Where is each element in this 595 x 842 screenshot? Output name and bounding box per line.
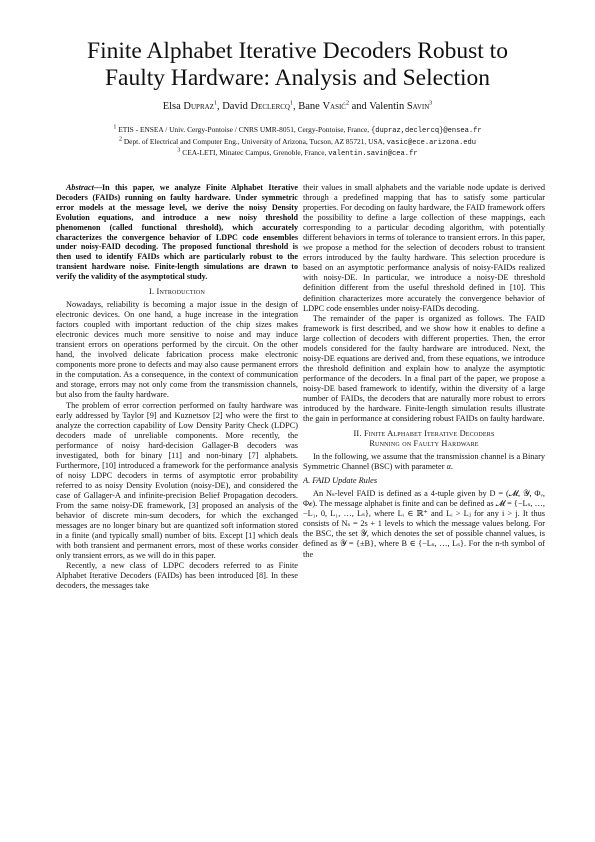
intro-paragraph-3: Recently, a new class of LDPC decoders referred to as Finite Alphabet Iterative Decoders (FAIDs) has been introduced [8]. In these decoders, the messages take — [56, 561, 298, 591]
intro-paragraph-4: The remainder of the paper is organized as follows. The FAID framework is first described, and we show how it enables to define a large collection of decoders with different properties. Then, the error models considered for the faulty hardware are introduced. Next, the noisy-DE equations are derived and, from these equations, we introduce the threshold definition and explain how to analyze the asymptotic performance of the decoders. In a final part of the paper, we propose a noisy-DE based framework to identify, within the diversity of a large number of FAIDs, the decoders that are naturally more robust to errors introduced by the hardware. Finite-length simulation results illustrate the gain in performance at considering robust FAIDs on faulty hardware. — [303, 313, 545, 424]
subsec-a-paragraph-1: An Nₛ-level FAID is defined as a 4-tuple given by D = (𝓜, 𝒴, Φᵥ, Φ𝒸). The message alphabet is finite and can be defined as 𝓜 = {−Lₛ, …, −L₁, 0, L₁, …, Lₛ}, where Lᵢ ∈ ℝ⁺ and Lᵢ > Lⱼ for any i > j. It thus consists of Nₛ = 2s + 1 levels to which the message values belong. For the BSC, the set 𝒴, which denotes the set of possible channel values, is defined as 𝒴 = {±B}, where B ∈ {−Lₛ, …, Lₛ}. For the n-th symbol of the — [303, 489, 545, 559]
section-heading-introduction: I. Introduction — [148, 287, 205, 297]
left-column — [56, 183, 298, 591]
affiliation-1: $^1$ ETIS - ENSEA / Univ. Cergy-Pontoise / CNRS UMR-8051, Cergy-Pontoise, France, {dupraz,declercq}@ensea.fr — [113, 124, 482, 135]
paper-title-line-2: Faulty Hardware: Analysis and Selection — [104, 65, 491, 91]
paper-title — [40, 38, 555, 92]
paper-title-line-1: Finite Alphabet Iterative Decoders Robust to — [87, 38, 508, 64]
intro-paragraph-2: The problem of error correction performed on faulty hardware was early addressed by Taylor [9] and Kuznetsov [2] who were the first to analyze the correction capability of Low Density Parity Check (LDPC) decoders made of unreliable components. More recently, the performance of noisy hard-decision Gallager-B decoders was investigated, both for binary [11] and non-binary [7] alphabets. Furthermore, [10] introduced a framework for the performance analysis of noisy LDPC decoders in terms of asymptotic error probability referred to as noisy Density Evolution (noisy-DE), and considered the case of Gallager-A and infinite-precision Belief Propagation decoders. From the same noisy-DE framework, [3] proposed an analysis of the behavior of discrete min-sum decoders, for which the exchanged messages are no longer binary but are quantized soft information stored in a finite (and typically small) number of bits. Except [1] which deals with both transient and permanent errors, most of these works consider only transient errors, as we will do in this paper. — [56, 400, 298, 561]
author-4: Valentin Savin$^3$ — [369, 100, 433, 112]
section-heading-faid: II. Finite Alphabet Iterative Decoders Running on Faulty Hardware — [353, 429, 495, 449]
email-3: valentin.savin@cea.fr — [328, 150, 418, 158]
author-2: David Declercq$^1$ — [222, 100, 293, 112]
author-list: Elsa Dupraz$^1$, David Declercq$^1$, Bane Vasić$^2$ and Valentin Savin$^3$ — [162, 100, 433, 112]
email-2: vasic@ece.arizona.edu — [386, 138, 476, 147]
subsection-heading-update-rules: A. FAID Update Rules — [303, 476, 378, 486]
author-1: Elsa Dupraz$^1$ — [162, 100, 217, 112]
intro-paragraph-1: Nowadays, reliability is becoming a major issue in the design of electronic devices. On one hand, a huge increase in the integration factors coupled with important reduction of the chip sizes makes electronic devices much more sensitive to noise and may induce transient errors on operations performed by the circuit. On the other hand, the involved delicate fabrication process make electronic components more prone to defects and may also cause permanent errors in the computation. As a consequence, in the context of communication and storage, errors may not only come from the transmission channels, but also from the faulty hardware. — [56, 300, 298, 400]
right-column — [303, 183, 545, 560]
affiliation-3: $^3$ CEA-LETI, Minatec Campus, Grenoble, France, valentin.savin@cea.fr — [177, 147, 418, 158]
abstract: Abstract—In this paper, we analyze Finite Alphabet Iterative Decoders (FAIDs) running on faulty hardware. Under symmetric error models at the message level, we derive the noisy Density Evolution equations, and introduce a new noisy threshold phenomenon (called functional threshold), which accurately characterizes the convergence behavior of LDPC code ensembles under noisy-FAID decoding. The proposed functional threshold is then used to identify FAIDs which are particularly robust to the transient hardware noise. Finite-length simulations are drawn to verify the validity of the asymptotical study. — [56, 183, 298, 282]
sec2-paragraph-1: In the following, we assume that the transmission channel is a Binary Symmetric Channel (BSC) with parameter α. — [303, 452, 545, 472]
intro-paragraph-3-continued: their values in small alphabets and the variable node update is derived through a predefined mapping that has to satisfy some particular properties. For decoding on faulty hardware, the FAID framework offers the possibility to define a large collection of these mappings, each corresponding to a particular decoding algorithm, with potentially different behaviors in terms of tolerance to transient errors. In this paper, we propose a method for the selection of decoders robust to transient errors introduced by the faulty hardware. This selection procedure is based on an asymptotic performance analysis of noisy-FAIDs realized with noisy-DE. In particular, we introduce a noisy-DE threshold definition different from the useful threshold defined in [10]. This definition characterizes more accurately the convergence behavior of LDPC code ensembles under noisy-FAIDs decoding. — [303, 183, 545, 313]
email-1: {dupraz,declercq}@ensea.fr — [370, 127, 482, 135]
affiliation-list — [40, 125, 555, 160]
affiliation-2: $^2$ Dept. of Electrical and Computer Eng., University of Arizona, Tucson, AZ 85721, USA, vasic@ece.arizona.edu — [118, 136, 476, 147]
author-3: Bane Vasić$^2$ — [298, 100, 349, 112]
